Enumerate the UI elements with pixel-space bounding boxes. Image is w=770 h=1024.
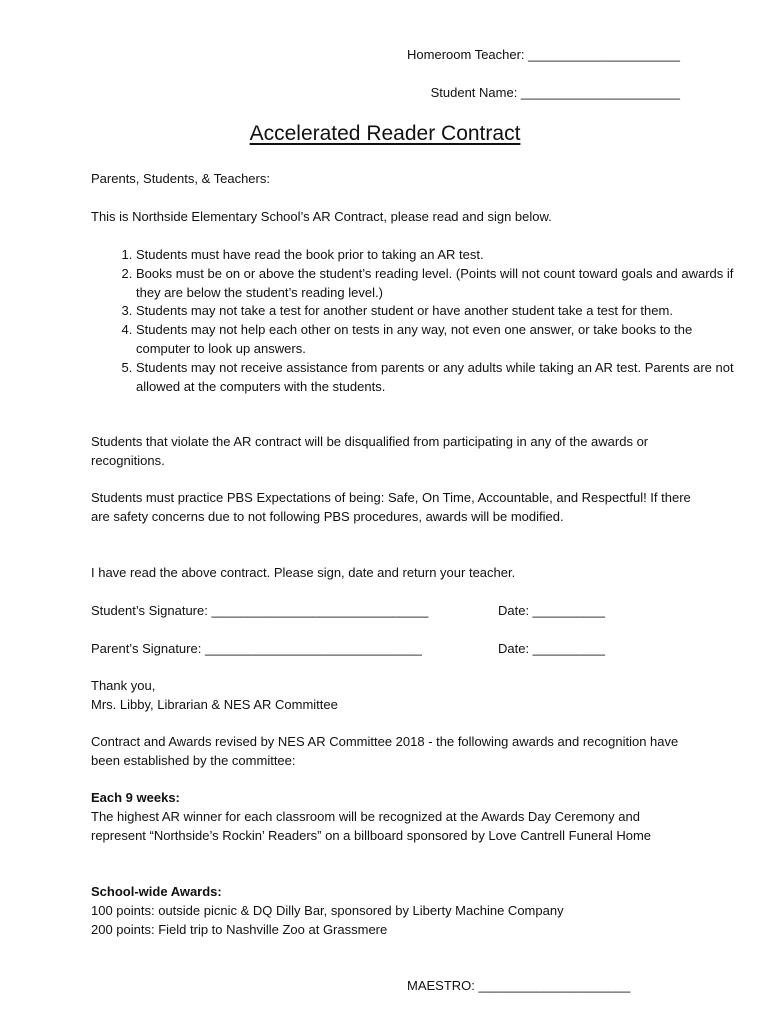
maestro-field: MAESTRO: _____________________ <box>407 978 631 993</box>
school-wide-item: 100 points: outside picnic & DQ Dilly Bar, sponsored by Liberty Machine Company <box>91 902 564 918</box>
rule-item: 4. Students may not help each other on tests in any way, not even one answer, or take books to the computer to look up answers. <box>136 321 736 359</box>
nine-weeks-section <box>91 789 691 845</box>
pbs-text: Students must practice PBS Expectations of being: Safe, On Time, Accountable, and Respectful! If there are safety concerns due to not following PBS procedures, awards will be modified. <box>91 490 691 524</box>
rule-item: 2. Books must be on or above the student’s reading level. (Points will not count toward goals and awards if they are below the student’s reading level.) <box>136 265 736 303</box>
parent-signature-line: Parent’s Signature: ______________________________ <box>91 641 422 656</box>
closing <box>91 677 691 715</box>
school-wide-heading: School-wide Awards: <box>91 884 222 899</box>
homeroom-teacher-field: Homeroom Teacher: _____________________ <box>407 47 680 62</box>
closing-thanks: Thank you, <box>91 678 156 693</box>
violation-text: Students that violate the AR contract will be disqualified from participating in any of the awards or recognitions. <box>91 434 649 468</box>
parent-signature-row <box>91 640 691 659</box>
school-wide-section <box>91 883 691 939</box>
rule-item: 1. Students must have read the book prior to taking an AR test. <box>136 246 736 265</box>
nine-weeks-heading: Each 9 weeks: <box>91 790 180 805</box>
student-name-field: Student Name: ______________________ <box>430 85 680 100</box>
student-signature-line: Student’s Signature: ______________________________ <box>91 603 429 618</box>
intro-text: This is Northside Elementary School’s AR Contract, please read and sign below. <box>91 209 552 224</box>
rule-item: 3. Students may not take a test for another student or have another student take a test for them. <box>136 302 736 321</box>
closing-signer: Mrs. Libby, Librarian & NES AR Committee <box>91 696 338 712</box>
parent-date-line: Date: __________ <box>498 641 605 656</box>
greeting: Parents, Students, & Teachers: <box>91 171 270 186</box>
rule-item: 5. Students may not receive assistance from parents or any adults while taking an AR test. Parents are not allowed at the computers with the students. <box>136 359 736 397</box>
page-title: Accelerated Reader Contract <box>249 122 521 145</box>
acknowledge-text: I have read the above contract. Please sign, date and return your teacher. <box>91 565 516 580</box>
student-date-line: Date: __________ <box>498 603 605 618</box>
rules-list <box>91 246 736 396</box>
nine-weeks-text: The highest AR winner for each classroom will be recognized at the Awards Day Ceremony and represent “Northside’s Rockin’ Readers” on a billboard sponsored by Love Cantrell Funeral Home <box>91 808 652 843</box>
revised-text: Contract and Awards revised by NES AR Committee 2018 - the following awards and recognition have been established by the committee: <box>91 734 679 768</box>
school-wide-item: 200 points: Field trip to Nashville Zoo at Grassmere <box>91 921 388 937</box>
student-signature-row <box>91 602 691 621</box>
